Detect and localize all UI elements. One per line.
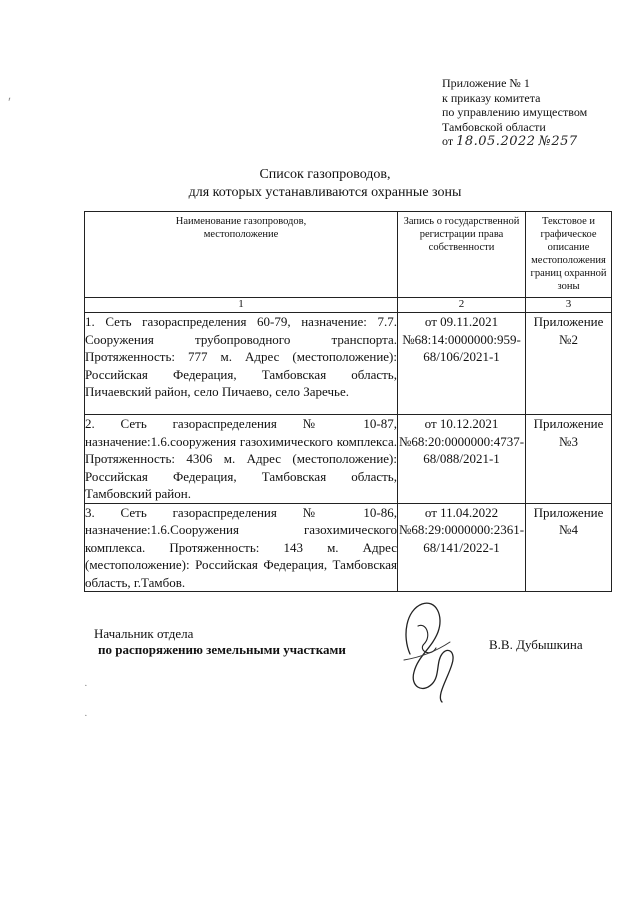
table-row (85, 415, 612, 504)
appendix-header (442, 76, 622, 150)
column-number-3: 3 (526, 298, 612, 313)
table-row (85, 503, 612, 592)
row-2-description: 2. Сеть газораспределения № 10-87, назначение:1.6.сооружения газохимического комплекса. Протяженность: 4306 м. Адрес (местоположение): Российская Федерация, Тамбовская область, Тамбовский район. (85, 416, 397, 501)
column-number-2: 2 (398, 298, 526, 313)
appendix-line-4: Тамбовской области (442, 119, 546, 134)
scan-mark: · (84, 680, 88, 692)
row-1-registration: от 09.11.2021 №68:14:0000000:959-68/106/2021-1 (398, 313, 526, 415)
signatory-name: В.В. Дубышкина (489, 637, 583, 652)
row-3-registration: от 11.04.2022 №68:29:0000000:2361-68/141/2022-1 (398, 503, 526, 592)
header-cell-description: Текстовое и графическое описание местоположения границ охранной зоны (526, 212, 612, 298)
document-title (150, 166, 500, 202)
signatory-position (94, 626, 346, 658)
table-number-row (85, 298, 612, 313)
title-line-1: Список газопроводов, (259, 167, 391, 182)
appendix-number-prefix: № (538, 134, 552, 149)
row-1-description: 1. Сеть газораспределения 60-79, назначение: 7.7. Сооружения трубопроводного транспорта. Протяженность: 777 м. Адрес (местоположение): Российская Федерация, Тамбовская область, Пичаевский район, село Пичаево, село Заречье. (85, 313, 398, 415)
table-row (85, 313, 612, 415)
row-2-appendix: Приложение №3 (526, 415, 612, 504)
table-header-row (85, 212, 612, 298)
header-cell-registration: Запись о государственной регистрации права собственности (398, 212, 526, 298)
scan-mark: · (84, 710, 88, 722)
appendix-number-value: 257 (551, 134, 578, 149)
signatory-position-line-1: Начальник отдела (94, 626, 194, 641)
row-3-description: 3. Сеть газораспределения № 10-86, назначение:1.6.Сооружения газохимического комплекса. Протяженность: 143 м. Адрес (местоположение): Российская Федерация, Тамбовская область, г.Тамбов. (85, 504, 397, 590)
appendix-date-prefix: от (442, 134, 454, 148)
appendix-line-1: Приложение № 1 (442, 76, 530, 90)
header-cell-name: Наименование газопроводов, местоположение (85, 212, 398, 298)
column-number-1: 1 (85, 298, 398, 313)
row-1-appendix: Приложение №2 (526, 313, 612, 415)
appendix-line-3: по управлению имуществом (442, 105, 588, 119)
appendix-date-line (442, 134, 622, 150)
signatory-position-line-2: по распоряжению земельными участками (98, 642, 346, 657)
appendix-line-2: к приказу комитета (442, 90, 541, 105)
pipelines-table (84, 211, 612, 592)
title-line-2: для которых устанавливаются охранные зоны (188, 185, 462, 200)
appendix-date-value: 18.05.2022 (456, 134, 536, 149)
scan-mark: ʹ (8, 96, 12, 111)
row-3-appendix: Приложение №4 (526, 503, 612, 592)
handwritten-signature (392, 596, 472, 706)
row-2-registration: от 10.12.2021 №68:20:0000000:4737-68/088/2021-1 (398, 415, 526, 504)
